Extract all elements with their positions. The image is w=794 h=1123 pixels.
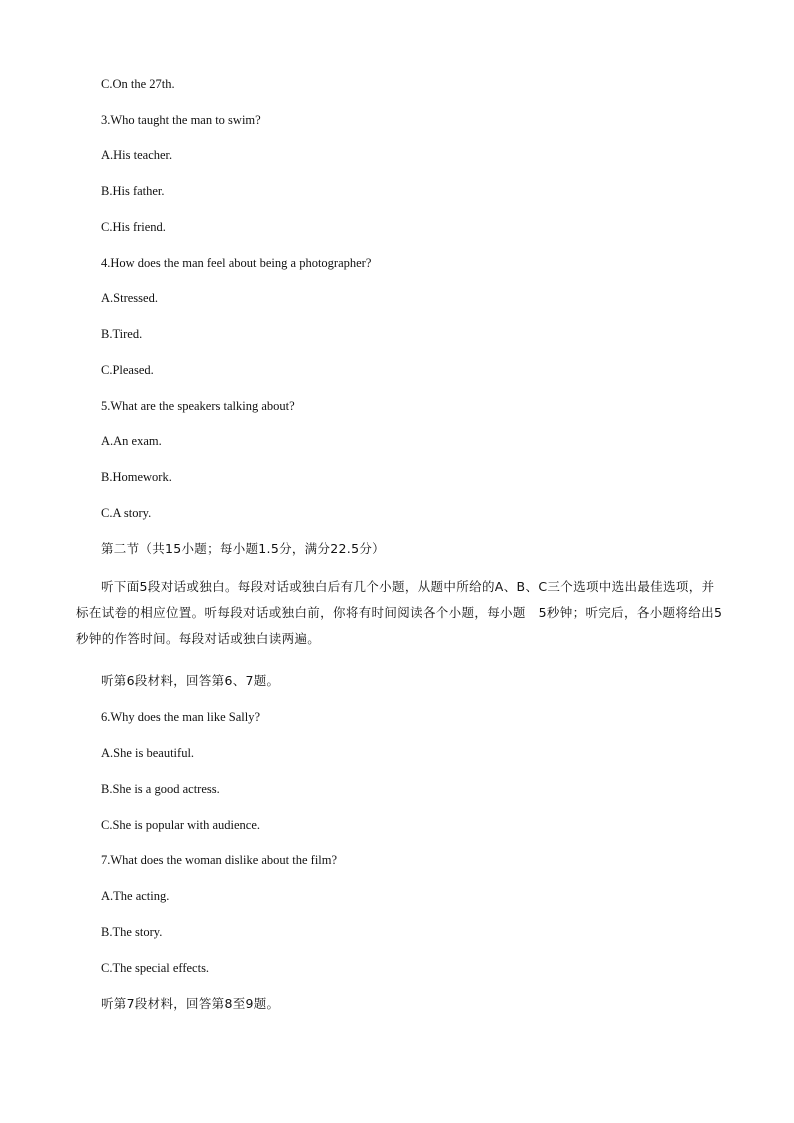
option-6b: B.She is a good actress.: [101, 782, 220, 796]
question-7: 7.What does the woman dislike about the film?: [101, 853, 338, 867]
option-5a: A.An exam.: [101, 434, 162, 448]
option-3a: A.His teacher.: [101, 148, 173, 162]
option-6a: A.She is beautiful.: [101, 746, 195, 760]
option-2c: C.On the 27th.: [101, 77, 175, 91]
material-7-heading: 听第7段材料，回答第8至9题。: [101, 996, 280, 1011]
option-4b: B.Tired.: [101, 327, 143, 341]
option-3b: B.His father.: [101, 184, 165, 198]
option-3c: C.His friend.: [101, 220, 166, 234]
option-4c: C.Pleased.: [101, 363, 154, 377]
option-6c: C.She is popular with audience.: [101, 818, 260, 832]
option-7c: C.The special effects.: [101, 961, 210, 975]
material-6-heading: 听第6段材料，回答第6、7题。: [101, 673, 280, 688]
instructions-paragraph: [76, 574, 726, 652]
question-4: 4.How does the man feel about being a photographer?: [101, 256, 372, 270]
question-5: 5.What are the speakers talking about?: [101, 399, 295, 413]
option-4a: A.Stressed.: [101, 291, 158, 305]
option-5b: B.Homework.: [101, 470, 172, 484]
question-3: 3.Who taught the man to swim?: [101, 113, 261, 127]
option-7b: B.The story.: [101, 925, 163, 939]
section-2-title: 第二节（共15小题；每小题1.5分，满分22.5分）: [101, 541, 385, 556]
option-5c: C.A story.: [101, 506, 152, 520]
question-6: 6.Why does the man like Sally?: [101, 710, 260, 724]
instructions-text: 听下面5段对话或独白。每段对话或独白后有几个小题，从题中所给的A、B、C三个选项中选出最佳选项，并标在试卷的相应位置。听每段对话或独白前，你将有时间阅读各个小题，每小题 5秒钟；听完后，各小题将给出5秒钟的作答时间。每段对话或独白读两遍。: [76, 579, 723, 646]
option-7a: A.The acting.: [101, 889, 170, 903]
